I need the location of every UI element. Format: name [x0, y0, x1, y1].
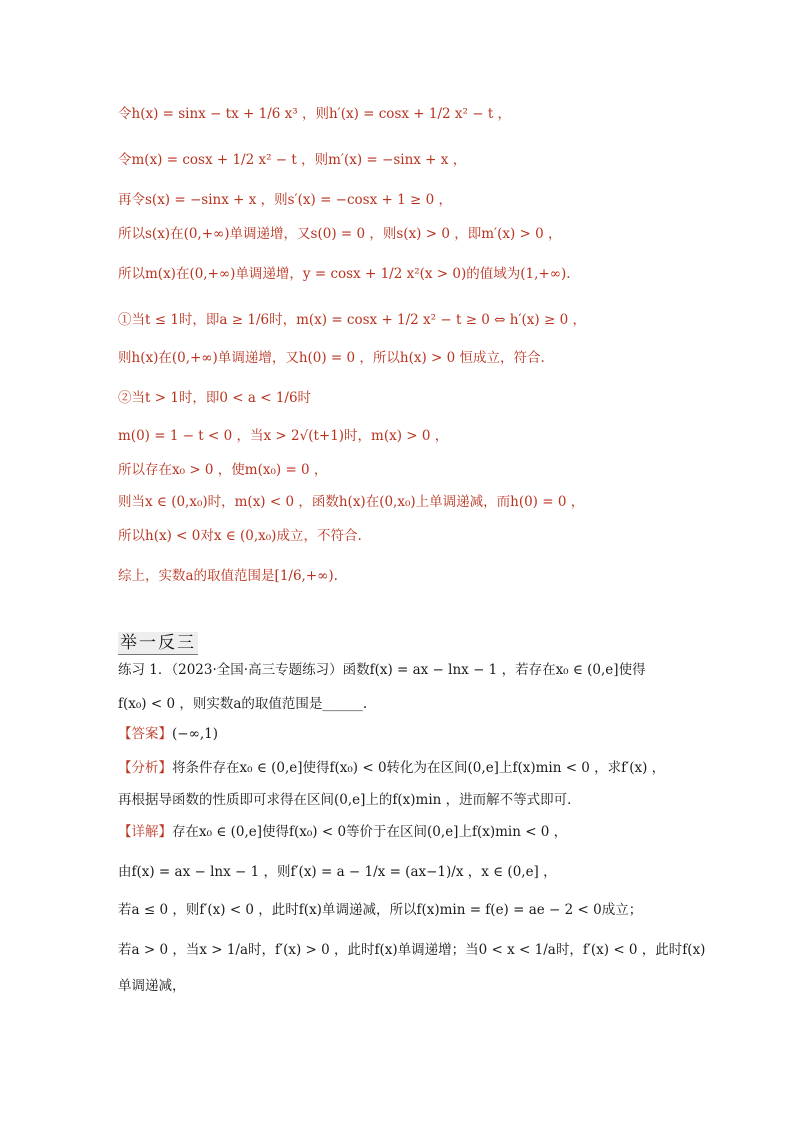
exercise-line-2: f(x₀) < 0 ，则实数a的取值范围是______.: [118, 696, 368, 712]
solution-line-11: 则当x ∈ (0,x₀)时，m(x) < 0 ，函数h(x)在(0,x₀)上单调递减，而h(0) = 0 ，: [118, 494, 585, 510]
solution-line-1: 令h(x) = sinx − tx + 1/6 x³ ，则h′(x) = cosx + 1/2 x² − t ，: [118, 106, 512, 122]
answer-tag: 【答案】: [118, 726, 172, 742]
analysis-text-1: 将条件存在x₀ ∈ (0,e]使得f(x₀) < 0转化为在区间(0,e]上f(x)min < 0 ，求f′(x) ，: [172, 760, 666, 776]
solution-line-13: 综上，实数a的取值范围是[1/6,+∞).: [118, 568, 338, 584]
solution-line-7: 则h(x)在(0,+∞)单调递增，又h(0) = 0 ，所以h(x) > 0 恒成立，符合.: [118, 350, 545, 366]
solution-line-12: 所以h(x) < 0对x ∈ (0,x₀)成立，不符合.: [118, 528, 362, 544]
solution-line-10: 所以存在x₀ > 0 ，使m(x₀) = 0 ，: [118, 462, 328, 478]
analysis-tag: 【分析】: [118, 760, 172, 776]
solution-line-8: ②当t > 1时，即0 < a < 1/6时: [118, 390, 312, 406]
solution-line-9: m(0) = 1 − t < 0 ，当x > 2√(t+1)时，m(x) > 0 ，: [118, 428, 449, 444]
answer-text: (−∞,1): [172, 726, 218, 742]
solution-line-3: 再令s(x) = −sinx + x ，则s′(x) = −cosx + 1 ≥ 0 ，: [118, 192, 452, 208]
solution-line-6: ①当t ≤ 1时，即a ≥ 1/6时，m(x) = cosx + 1/2 x² − t ≥ 0 ⇔ h′(x) ≥ 0 ，: [118, 312, 586, 328]
section-heading: 举一反三: [120, 633, 196, 653]
detail-line-1: [118, 822, 567, 842]
detail-line-2: 由f(x) = ax − lnx − 1 ，则f′(x) = a − 1/x = (ax−1)/x ，x ∈ (0,e] ，: [118, 864, 557, 880]
solution-line-4: 所以s(x)在(0,+∞)单调递增，又s(0) = 0 ，则s(x) > 0 ，即m′(x) > 0 ，: [118, 226, 562, 242]
exercise-line-1: 练习 1．（2023·全国·高三专题练习）函数f(x) = ax − lnx − 1 ，若存在x₀ ∈ (0,e]使得: [118, 662, 646, 678]
detail-line-5: 单调递减，: [118, 978, 186, 994]
detail-line-3: 若a ≤ 0 ，则f′(x) < 0 ，此时f(x)单调递减，所以f(x)min = f(e) = ae − 2 < 0成立；: [118, 902, 643, 918]
answer-line: [118, 724, 218, 744]
analysis-line-1: [118, 758, 665, 778]
solution-line-2: 令m(x) = cosx + 1/2 x² − t ，则m′(x) = −sinx + x ，: [118, 152, 467, 168]
analysis-line-2: 再根据导函数的性质即可求得在区间(0,e]上的f(x)min ，进而解不等式即可．: [118, 792, 581, 808]
detail-tag: 【详解】: [118, 824, 172, 840]
detail-text-1: 存在x₀ ∈ (0,e]使得f(x₀) < 0等价于在区间(0,e]上f(x)min < 0 ，: [172, 824, 568, 840]
detail-line-4: 若a > 0 ，当x > 1/a时，f′(x) > 0 ，此时f(x)单调递增；当0 < x < 1/a时，f′(x) < 0 ，此时f(x): [118, 942, 706, 958]
solution-line-5: 所以m(x)在(0,+∞)单调递增，y = cosx + 1/2 x²(x > 0)的值域为(1,+∞).: [118, 266, 571, 282]
